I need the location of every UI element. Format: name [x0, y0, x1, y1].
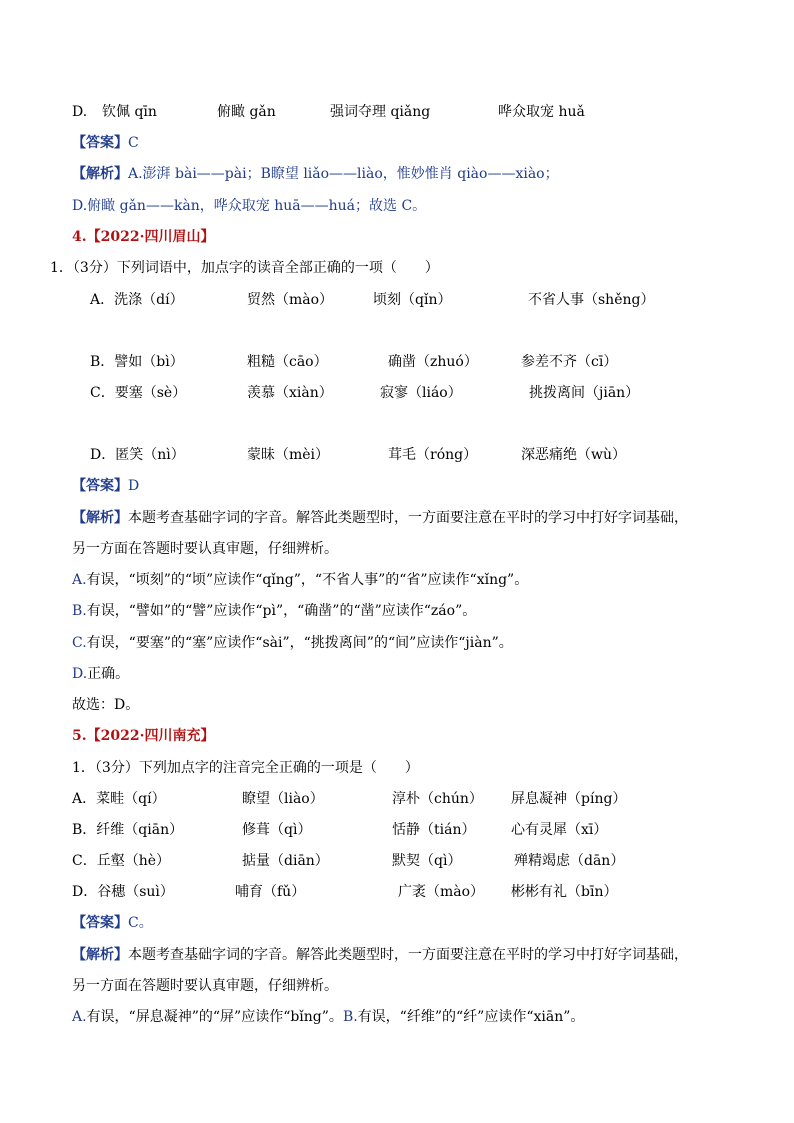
- section-number: 4.: [72, 229, 87, 245]
- option-item: 广袤（mào）: [398, 884, 485, 900]
- option-item: 深恶痛绝（wù）: [521, 447, 626, 463]
- option-label: D.: [72, 104, 88, 120]
- option-a: A．洗涤（dí）: [90, 292, 184, 308]
- option-a: A．菜畦（qí）: [72, 791, 166, 807]
- option-item: 茸毛（róng）: [388, 447, 478, 463]
- option-b: B．譬如（bì）: [90, 354, 184, 370]
- analysis-text: 本题考查基础字词的字音。解答此类题型时，一方面要注意在平时的学习中打好字词基础，: [128, 947, 688, 963]
- option-item: 掂量（diān）: [242, 853, 329, 869]
- answer-tag: 【答案】: [72, 135, 128, 151]
- answer-tag: 【答案】: [72, 478, 128, 494]
- question-stem: 1．（3分）下列词语中，加点字的读音全部正确的一项（ ）: [50, 260, 439, 276]
- question-stem: 1．（3分）下列加点字的注音完全正确的一项是（ ）: [72, 760, 419, 776]
- option-item: 屏息凝神（píng）: [511, 791, 627, 807]
- analysis-line: [72, 164, 559, 184]
- answer-value: C。: [128, 915, 153, 931]
- option-item: 哗众取宠 huǎ: [498, 104, 585, 120]
- answer-line: [72, 133, 139, 153]
- analysis-text: A.澎湃 bài——pài；B瞭望 liǎo——liào，惟妙惟肖 qiào——xiào；: [128, 166, 559, 182]
- option-c: C．要塞（sè）: [90, 385, 187, 401]
- option-c: C．丘壑（hè）: [72, 853, 171, 869]
- option-item: 淳朴（chún）: [392, 791, 483, 807]
- section-source: 【2022·四川南充】: [86, 728, 215, 744]
- option-item: 寂寥（liáo）: [380, 385, 462, 401]
- analysis-text: 本题考查基础字词的字音。解答此类题型时，一方面要注意在平时的学习中打好字词基础，: [128, 510, 688, 526]
- section-source: 【2022·四川眉山】: [86, 229, 215, 245]
- option-item: 哺育（fǔ）: [235, 884, 306, 900]
- answer-value: C: [128, 135, 139, 151]
- analysis-tag: 【解析】: [72, 947, 128, 963]
- option-item: 恬静（tián）: [392, 822, 476, 838]
- choose-line: 故选：D。: [72, 697, 140, 713]
- option-item: 参差不齐（cī）: [521, 354, 618, 370]
- option-item: 心有灵犀（xī）: [511, 822, 608, 838]
- analysis-item-ab: A.有误，“屏息凝神”的“屏”应读作“bǐng”。B.有误，“纤维”的“纤”应读作“xiān”。: [72, 1009, 585, 1025]
- option-item: 默契（qì）: [392, 853, 462, 869]
- option-item: 蒙昧（mèi）: [247, 447, 330, 463]
- analysis-tag: 【解析】: [72, 510, 128, 526]
- option-item: 俯瞰 gǎn: [217, 104, 276, 120]
- analysis-item-c: C.有误，“要塞”的“塞”应读作“sài”，“挑拨离间”的“间”应读作“jiàn”。: [72, 635, 513, 651]
- option-item: 彬彬有礼（bīn）: [511, 884, 618, 900]
- analysis-text: 另一方面在答题时要认真审题，仔细辨析。: [72, 541, 338, 557]
- section-number: 5.: [72, 728, 87, 744]
- analysis-item-b: B.有误，“譬如”的“譬”应读作“pì”，“确凿”的“凿”应读作“záo”。: [72, 603, 477, 619]
- option-item: 贸然（mào）: [247, 292, 334, 308]
- section-heading: [72, 227, 214, 247]
- answer-line: [72, 476, 139, 496]
- answer-line: [72, 913, 153, 933]
- option-item: 钦佩 qīn: [102, 104, 157, 120]
- analysis-line: [72, 945, 688, 965]
- option-item: 瞭望（liào）: [242, 791, 324, 807]
- option-item: 粗糙（cāo）: [247, 354, 328, 370]
- option-item: 羡慕（xiàn）: [247, 385, 333, 401]
- analysis-line: [72, 508, 688, 528]
- analysis-tag: 【解析】: [72, 166, 128, 182]
- analysis-text: 另一方面在答题时要认真审题，仔细辨析。: [72, 978, 338, 994]
- analysis-text: D.俯瞰 gǎn——kàn，哗众取宠 huā——huá；故选 C。: [72, 198, 427, 214]
- answer-tag: 【答案】: [72, 915, 128, 931]
- option-b: B．纤维（qiān）: [72, 822, 184, 838]
- option-d-row: [72, 102, 87, 122]
- option-item: 顷刻（qǐn）: [373, 292, 452, 308]
- option-item: 殚精竭虑（dān）: [514, 853, 625, 869]
- section-heading: [72, 726, 214, 746]
- analysis-item-a: A.有误，“顷刻”的“顷”应读作“qǐng”，“不省人事”的“省”应读作“xǐng”。: [72, 572, 529, 588]
- option-d: D．谷穗（suì）: [72, 884, 174, 900]
- option-item: 不省人事（shěng）: [528, 292, 655, 308]
- option-d: D．匿笑（nì）: [90, 447, 185, 463]
- option-item: 确凿（zhuó）: [388, 354, 478, 370]
- option-item: 修葺（qì）: [242, 822, 312, 838]
- option-item: 挑拨离间（jiān）: [529, 385, 640, 401]
- option-item: 强词夺理 qiǎng: [330, 104, 431, 120]
- answer-value: D: [128, 478, 140, 494]
- analysis-item-d: D.正确。: [72, 666, 130, 682]
